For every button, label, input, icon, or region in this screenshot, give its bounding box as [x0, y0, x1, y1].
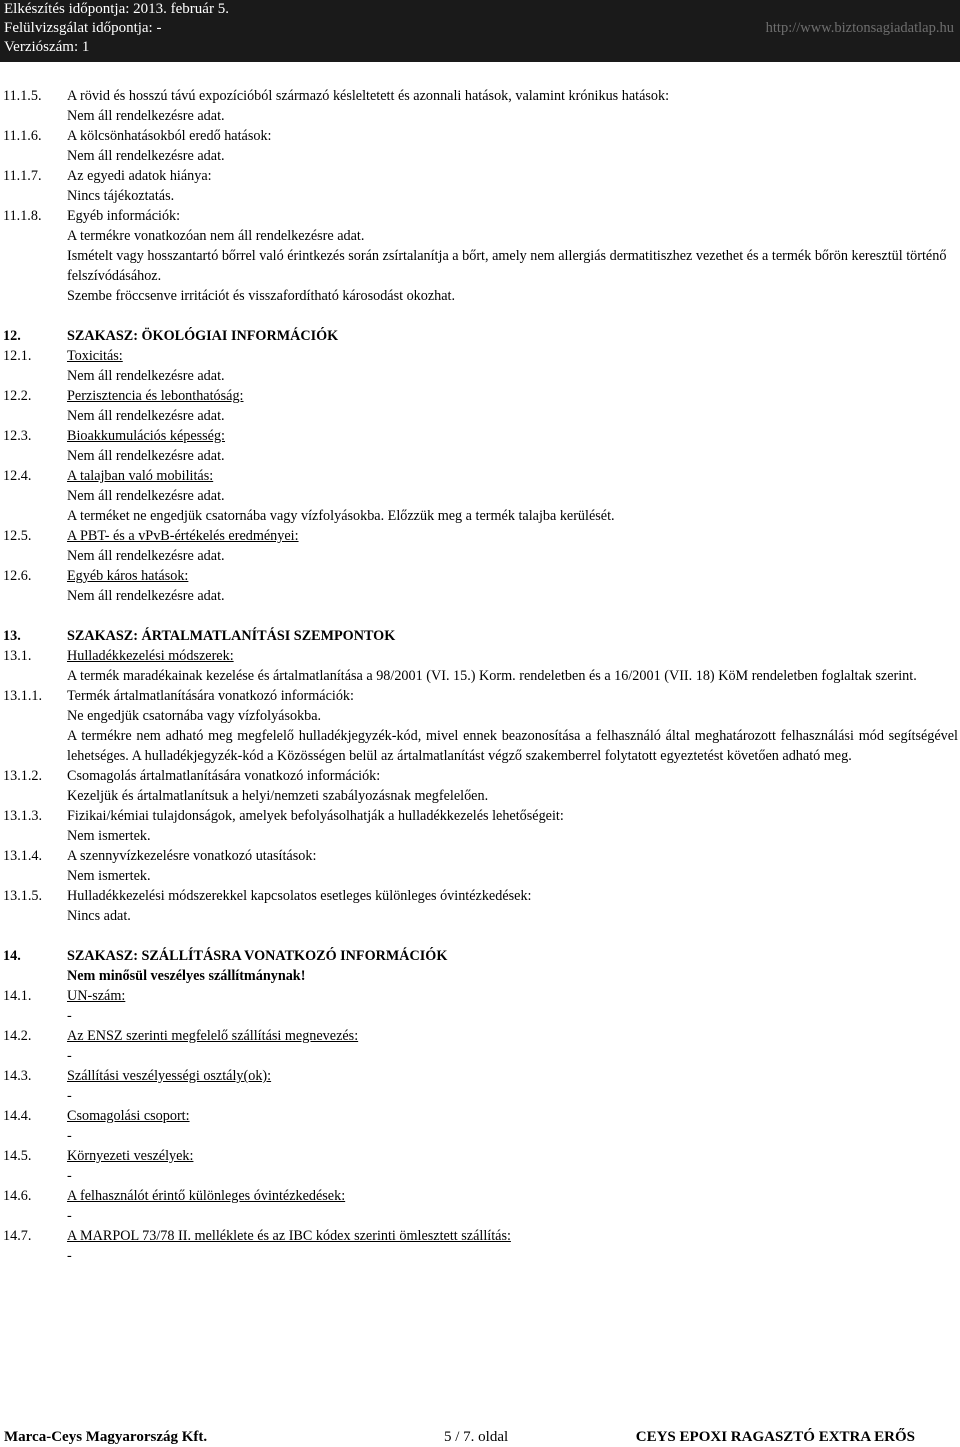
subsection-title: A talajban való mobilitás:	[67, 468, 214, 484]
subsection-title: A PBT- és a vPvB-értékelés eredményei:	[67, 528, 299, 544]
subsection-number: 12.6.	[3, 568, 32, 584]
subsection-number: 11.1.8.	[3, 208, 42, 224]
subsection-13-1-5	[0, 886, 960, 906]
section-14-heading	[0, 946, 960, 966]
subsection-title: Hulladékkezelési módszerek:	[67, 648, 234, 664]
subsection-title: Az egyedi adatok hiánya:	[67, 168, 212, 184]
subsection-text: A termék maradékainak kezelése és ártalmatlanítása a 98/2001 (VI. 15.) Korm. rendeletben és a 16/2001 (VII. 18) KöM rendeletben foglaltak szerint.	[67, 668, 917, 684]
subsection-12-6	[0, 566, 960, 586]
subsection-text: Nem ismertek.	[67, 868, 151, 884]
created-date: Elkészítés időpontja: 2013. február 5.	[4, 1, 229, 17]
subsection-number: 13.1.5.	[3, 888, 43, 904]
section-title: SZAKASZ: ÁRTALMATLANÍTÁSI SZEMPONTOK	[67, 628, 396, 644]
subsection-title: A rövid és hosszú távú expozícióból származó késleltetett és azonnali hatások, valamint krónikus hatások:	[67, 88, 670, 104]
subsection-number: 12.1.	[3, 348, 32, 364]
subsection-text: -	[67, 1088, 72, 1104]
subsection-title: Hulladékkezelési módszerekkel kapcsolatos esetleges különleges óvintézkedések:	[67, 888, 532, 904]
subsection-text: -	[67, 1208, 72, 1224]
document-header	[0, 0, 960, 62]
subsection-title: UN-szám:	[67, 988, 126, 1004]
review-date: Felülvizsgálat időpontja: -	[4, 20, 162, 36]
subsection-number: 14.3.	[3, 1068, 32, 1084]
subsection-13-1-4	[0, 846, 960, 866]
subsection-title: Szállítási veszélyességi osztály(ok):	[67, 1068, 272, 1084]
subsection-number: 14.5.	[3, 1148, 32, 1164]
subsection-text: Nem áll rendelkezésre adat.	[67, 548, 225, 564]
page-number: 5 / 7. oldal	[444, 1429, 509, 1445]
subsection-title: Egyéb káros hatások:	[67, 568, 189, 584]
subsection-14-6	[0, 1186, 960, 1206]
subsection-11-1-7	[0, 166, 960, 186]
subsection-title: Fizikai/kémiai tulajdonságok, amelyek befolyásolhatják a hulladékkezelés lehetőségeit:	[67, 808, 564, 824]
subsection-title: A MARPOL 73/78 II. melléklete és az IBC kódex szerinti ömlesztett szállítás:	[67, 1228, 511, 1244]
document-footer	[0, 1428, 960, 1447]
subsection-text: -	[67, 1008, 72, 1024]
subsection-number: 12.2.	[3, 388, 32, 404]
subsection-text: Kezeljük és ártalmatlanítsuk a helyi/nemzeti szabályozásnak megfelelően.	[67, 788, 489, 804]
subsection-number: 13.1.3.	[3, 808, 43, 824]
subsection-14-3	[0, 1066, 960, 1086]
section-title: SZAKASZ: SZÁLLÍTÁSRA VONATKOZÓ INFORMÁCIÓK	[67, 948, 448, 964]
subsection-text: A termékre vonatkozóan nem áll rendelkezésre adat.	[67, 228, 365, 244]
subsection-number: 14.6.	[3, 1188, 32, 1204]
subsection-12-4	[0, 466, 960, 486]
subsection-text: -	[67, 1168, 72, 1184]
subsection-title: Az ENSZ szerinti megfelelő szállítási megnevezés:	[67, 1028, 359, 1044]
subsection-text: Nem ismertek.	[67, 828, 151, 844]
subsection-text: Nem áll rendelkezésre adat.	[67, 488, 225, 504]
subsection-title: A kölcsönhatásokból eredő hatások:	[67, 128, 272, 144]
version-number: Verziószám: 1	[4, 39, 90, 55]
subsection-number: 14.7.	[3, 1228, 32, 1244]
subsection-12-3	[0, 426, 960, 446]
subsection-13-1-2	[0, 766, 960, 786]
section-12-heading	[0, 326, 960, 346]
company-name: Marca-Ceys Magyarország Kft.	[4, 1429, 208, 1445]
subsection-text: Nem áll rendelkezésre adat.	[67, 108, 225, 124]
subsection-number: 13.1.	[3, 648, 32, 664]
document-body	[0, 86, 960, 1266]
section-number: 12.	[3, 328, 21, 344]
subsection-13-1-3	[0, 806, 960, 826]
subsection-11-1-6	[0, 126, 960, 146]
section-subtitle: Nem minősül veszélyes szállítmánynak!	[67, 968, 306, 984]
subsection-13-1-1	[0, 686, 960, 706]
subsection-12-5	[0, 526, 960, 546]
subsection-title: Bioakkumulációs képesség:	[67, 428, 226, 444]
subsection-14-1	[0, 986, 960, 1006]
subsection-number: 14.4.	[3, 1108, 32, 1124]
subsection-text: -	[67, 1248, 72, 1264]
subsection-number: 14.1.	[3, 988, 32, 1004]
section-number: 13.	[3, 628, 21, 644]
subsection-title: Csomagolási csoport:	[67, 1108, 190, 1124]
product-name: CEYS EPOXI RAGASZTÓ EXTRA ERŐS	[635, 1429, 915, 1445]
subsection-title: Csomagolás ártalmatlanítására vonatkozó információk:	[67, 768, 381, 784]
subsection-text: Nincs adat.	[67, 908, 131, 924]
website-link[interactable]: http://www.biztonsagiadatlap.hu	[765, 20, 954, 36]
subsection-title: A szennyvízkezelésre vonatkozó utasítások:	[67, 848, 317, 864]
subsection-text: A terméket ne engedjük csatornába vagy vízfolyásokba. Előzzük meg a termék talajba kerülését.	[67, 508, 615, 524]
subsection-title: Környezeti veszélyek:	[67, 1148, 194, 1164]
subsection-14-5	[0, 1146, 960, 1166]
subsection-title: Perzisztencia és lebonthatóság:	[67, 388, 244, 404]
subsection-text: -	[67, 1048, 72, 1064]
subsection-number: 13.1.4.	[3, 848, 43, 864]
subsection-number: 11.1.5.	[3, 88, 42, 104]
subsection-text: Nem áll rendelkezésre adat.	[67, 368, 225, 384]
subsection-number: 11.1.7.	[3, 168, 42, 184]
subsection-title: A felhasználót érintő különleges óvintézkedések:	[67, 1188, 346, 1204]
subsection-number: 12.5.	[3, 528, 32, 544]
subsection-number: 14.2.	[3, 1028, 32, 1044]
subsection-text: Ne engedjük csatornába vagy vízfolyásokba.	[67, 708, 322, 724]
section-title: SZAKASZ: ÖKOLÓGIAI INFORMÁCIÓK	[67, 328, 339, 344]
subsection-title: Termék ártalmatlanítására vonatkozó információk:	[67, 688, 354, 704]
subsection-text: Nem áll rendelkezésre adat.	[67, 148, 225, 164]
subsection-text: Ismételt vagy hosszantartó bőrrel való érintkezés során zsírtalanítja a bőrt, amely nem allergiás dermatitiszhez vezethet és a termék bőrön keresztül történő felszívódásához.	[67, 248, 947, 284]
subsection-12-2	[0, 386, 960, 406]
subsection-text: Szembe fröccsenve irritációt és visszafordítható károsodást okozhat.	[67, 288, 456, 304]
subsection-14-7	[0, 1226, 960, 1246]
subsection-text: Nem áll rendelkezésre adat.	[67, 408, 225, 424]
section-number: 14.	[3, 948, 21, 964]
subsection-12-1	[0, 346, 960, 366]
section-13-heading	[0, 626, 960, 646]
subsection-text: -	[67, 1128, 72, 1144]
subsection-number: 12.4.	[3, 468, 32, 484]
subsection-14-4	[0, 1106, 960, 1126]
subsection-13-1	[0, 646, 960, 666]
subsection-number: 13.1.1.	[3, 688, 43, 704]
subsection-title: Toxicitás:	[67, 348, 123, 364]
subsection-text: A termékre nem adható meg megfelelő hulladékjegyzék-kód, mivel ennek beazonosítása a felhasználó által meghatározott felhasználási mód segítségével lehetséges. A hulladékjegyzék-kód a Közösségen belül az ártalmatlanítást végző szakemberrel folytatott egyeztetést követően adható meg.	[67, 728, 958, 764]
subsection-11-1-8	[0, 206, 960, 226]
subsection-text: Nem áll rendelkezésre adat.	[67, 588, 225, 604]
subsection-text: Nem áll rendelkezésre adat.	[67, 448, 225, 464]
subsection-title: Egyéb információk:	[67, 208, 181, 224]
subsection-14-2	[0, 1026, 960, 1046]
subsection-number: 13.1.2.	[3, 768, 43, 784]
subsection-11-1-5	[0, 86, 960, 106]
subsection-text: Nincs tájékoztatás.	[67, 188, 175, 204]
subsection-number: 12.3.	[3, 428, 32, 444]
subsection-number: 11.1.6.	[3, 128, 42, 144]
